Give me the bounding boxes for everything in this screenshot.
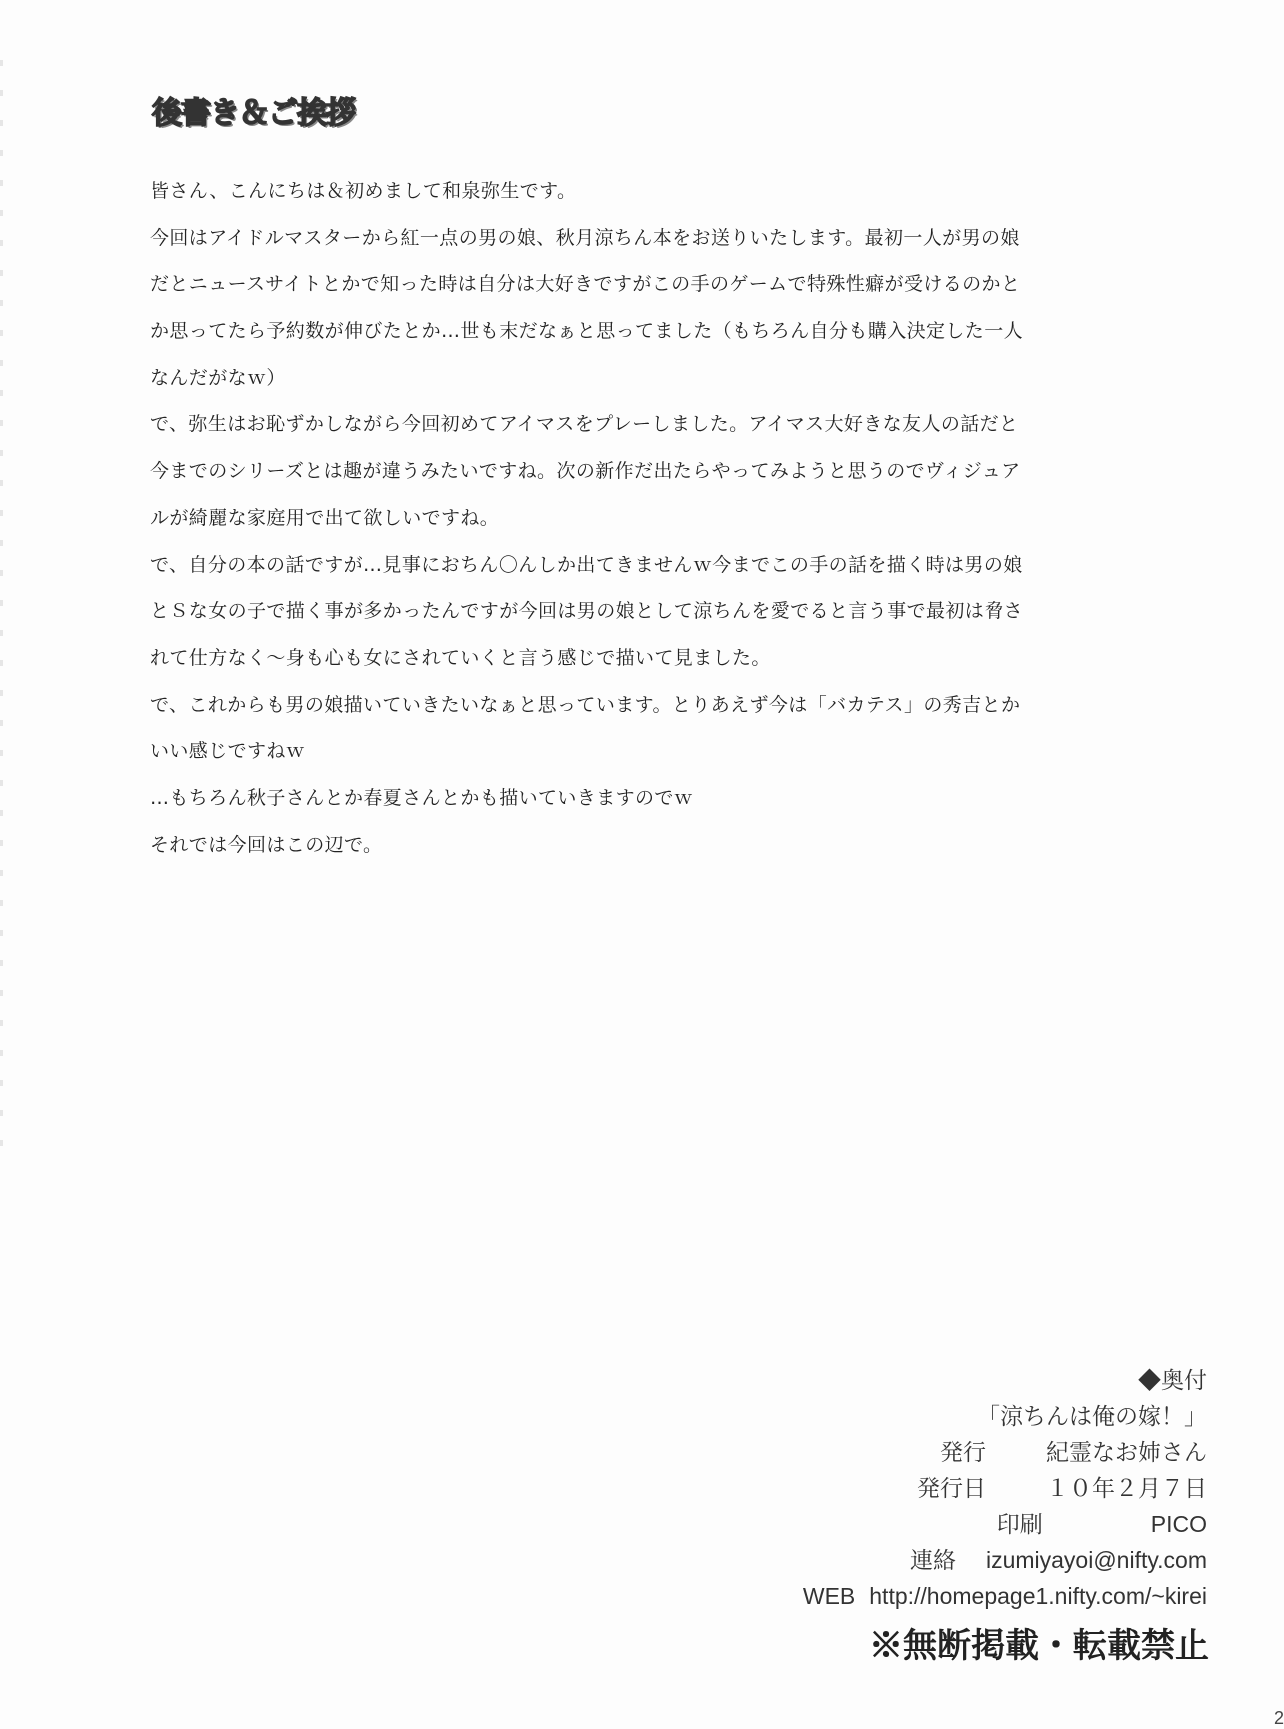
- colophon-publisher: [803, 1434, 1207, 1470]
- page-title: 後書き＆ご挨拶: [152, 96, 355, 131]
- date-label: 発行日: [917, 1475, 986, 1501]
- body-line: なんだがなｗ）: [150, 366, 286, 389]
- page-number: 2: [1273, 1708, 1284, 1728]
- contact-email: izumiyayoi@nifty.com: [985, 1547, 1207, 1573]
- body-line: だとニュースサイトとかで知った時は自分は大好きですがこの手のゲームで特殊性癖が受けるのかと: [150, 273, 1021, 296]
- body-line: 今までのシリーズとは趣が違うみたいですね。次の新作だ出たらやってみようと思うのでヴィジュア: [150, 460, 1021, 483]
- body-line: …もちろん秋子さんとか春夏さんとかも描いていきますのでｗ: [150, 786, 694, 809]
- body-line: で、弥生はお恥ずかしながら今回初めてアイマスをプレーしました。アイマス大好きな友人の話だと: [150, 413, 1019, 436]
- body-line: で、自分の本の話ですが…見事におちん〇んしか出てきませんｗ今までこの手の話を描く時は男の娘: [150, 553, 1023, 576]
- colophon-book-title: 「涼ちんは俺の嫁！」: [977, 1403, 1207, 1429]
- body-line: か思ってたら予約数が伸びたとか…世も末だなぁと思ってました（もちろん自分も購入決定した一人: [150, 320, 1024, 343]
- body-line: ルが綺麗な家庭用で出て欲しいですね。: [150, 506, 500, 529]
- body-line: とＳな女の子で描く事が多かったんですが今回は男の娘として涼ちんを愛でると言う事で最初は脅さ: [150, 600, 1024, 623]
- body-line: で、これからも男の娘描いていきたいなぁと思っています。とりあえず今は「バカテス」の秀吉とか: [150, 693, 1021, 716]
- colophon-contact: [803, 1542, 1207, 1578]
- print-label: 印刷: [996, 1511, 1043, 1537]
- colophon-heading: ◆奥付: [1138, 1367, 1207, 1393]
- date-value: １０年２月７日: [1046, 1475, 1207, 1501]
- colophon: [803, 1362, 1207, 1614]
- web-url: http://homepage1.nifty.com/~kirei: [869, 1583, 1207, 1609]
- web-label: WEB: [802, 1583, 856, 1609]
- body-line: れて仕方なく～身も心も女にされていくと言う感じで描いて見ました。: [150, 646, 771, 669]
- body-line: いい感じですねｗ: [150, 740, 306, 763]
- print-value: PICO: [1150, 1511, 1207, 1537]
- body-line: 今回はアイドルマスターから紅一点の男の娘、秋月涼ちん本をお送りいたします。最初一人が男の娘: [150, 226, 1020, 249]
- colophon-date: [803, 1470, 1207, 1506]
- scan-edge-mark: [0, 60, 3, 1160]
- contact-label: 連絡: [909, 1547, 956, 1573]
- afterword-body: [150, 168, 1090, 868]
- body-line: 皆さん、こんにちは＆初めまして和泉弥生です。: [150, 180, 577, 202]
- publisher-label: 発行: [940, 1439, 986, 1465]
- colophon-web: [803, 1578, 1207, 1614]
- reprint-warning: ※無断掲載・転載禁止: [869, 1627, 1209, 1665]
- publisher-value: 紀霊なお姉さん: [1046, 1439, 1207, 1465]
- body-line: それでは今回はこの辺で。: [150, 833, 383, 856]
- colophon-print: [803, 1506, 1207, 1542]
